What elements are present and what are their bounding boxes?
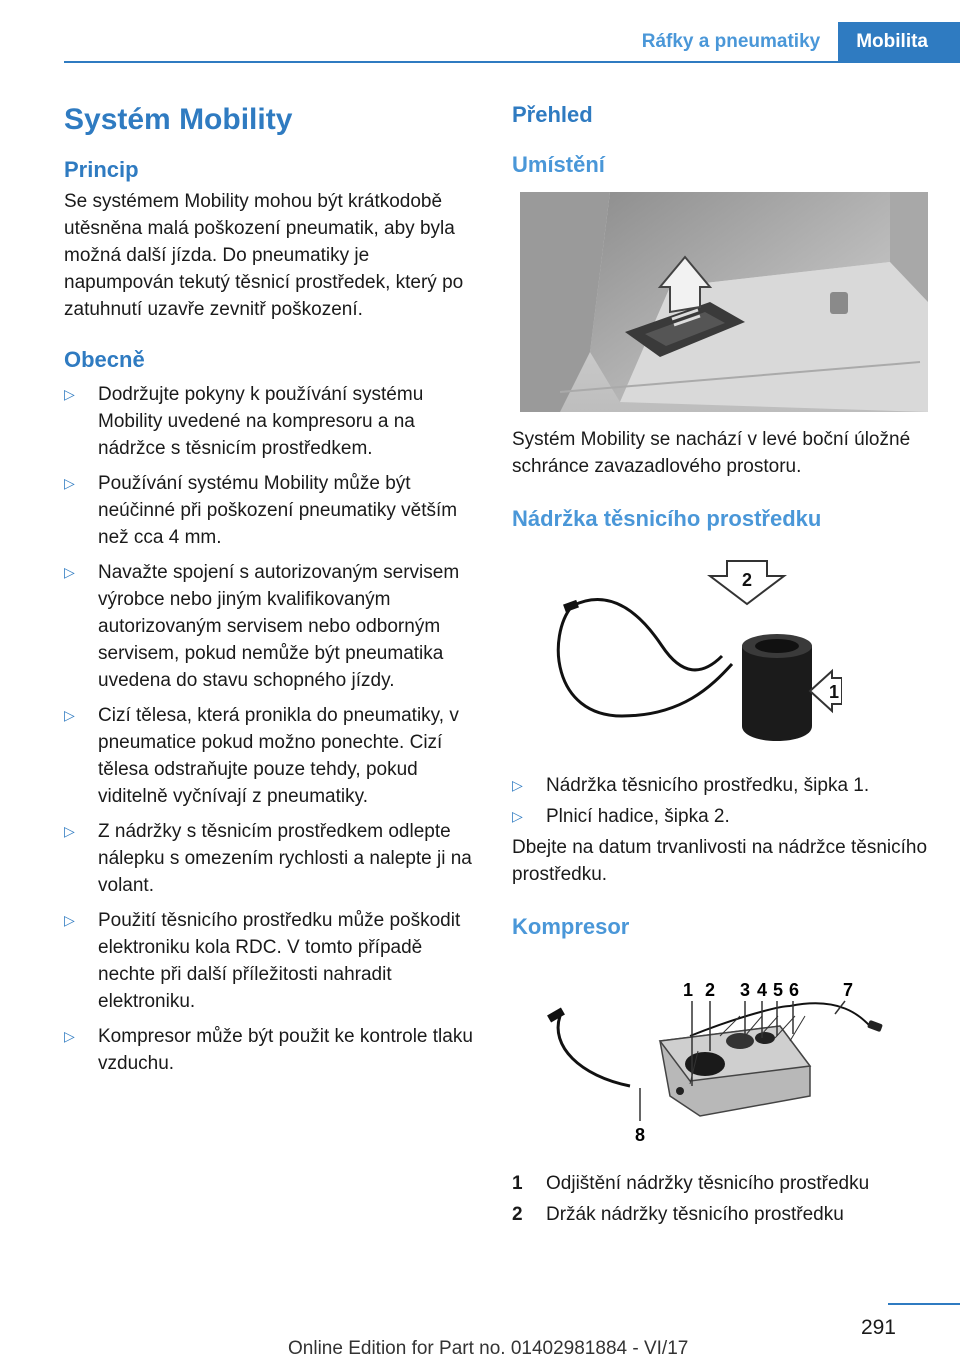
left-column <box>64 95 480 1085</box>
item-text: Odjištění nádržky těsnicího prostředku <box>546 1173 870 1194</box>
list-item <box>64 1023 480 1077</box>
triangle-bullet-icon: ▷ <box>512 808 523 824</box>
list-item-text: Dodržujte pokyny k používání systému Mobility uvedené na kompresoru a na nádržce s těsnicím prostředkem. <box>98 384 424 459</box>
trunk-location-photo <box>520 192 928 412</box>
page-number-rule <box>888 1303 960 1305</box>
compressor-callout-7: 7 <box>842 980 854 1000</box>
list-item-text: Navažte spojení s autorizovaným servisem výrobce nebo jiným kvalifikovaným autorizovaným servisem nebo odborným servisem, pokud nemůže být pneumatika uvedena do stavu schopného jízdy. <box>98 562 460 691</box>
list-item-text: Kompresor může být použit ke kontrole tlaku vzduchu. <box>98 1026 473 1074</box>
compressor-callout-2: 2 <box>704 980 716 1000</box>
page-number: 291 <box>860 1316 896 1339</box>
compressor-illustration <box>540 956 890 1156</box>
header-tabs <box>624 22 960 62</box>
princip-heading: Princip <box>64 157 139 182</box>
tab-section[interactable]: Ráfky a pneumatiky <box>624 22 838 62</box>
compressor-callout-3: 3 <box>739 980 751 1000</box>
triangle-bullet-icon: ▷ <box>64 707 75 723</box>
nadrzka-heading: Nádržka těsnicího prostředku <box>512 506 822 531</box>
triangle-bullet-icon: ▷ <box>64 823 75 839</box>
compressor-parts-list <box>512 1168 932 1230</box>
tank-parts-list <box>512 772 932 830</box>
triangle-bullet-icon: ▷ <box>64 564 75 580</box>
list-item <box>64 702 480 810</box>
list-item-text: Použití těsnicího prostředku může poškodit elektroniku kola RDC. V tomto případě nechte při další příležitosti nahradit elektroniku. <box>98 910 461 1012</box>
umisteni-text: Systém Mobility se nachází v levé boční úložné schránce zavazadlového prostoru. <box>512 429 911 477</box>
header-divider <box>64 61 960 63</box>
list-item <box>64 818 480 899</box>
triangle-bullet-icon: ▷ <box>512 777 523 793</box>
item-number: 2 <box>512 1204 523 1225</box>
triangle-bullet-icon: ▷ <box>64 912 75 928</box>
sealant-tank-illustration <box>552 546 842 756</box>
triangle-bullet-icon: ▷ <box>64 1028 75 1044</box>
kompresor-heading: Kompresor <box>512 914 630 939</box>
list-item-text: Plnicí hadice, šipka 2. <box>546 806 730 827</box>
princip-text: Se systémem Mobility mohou být krátkodobě utěsněna malá poškození pneumatik, aby byla možná další jízda. Do pneumatiky je napumpován tekutý těsnicí prostředek, který po zatuhnutí uzavře zevnitř poškození. <box>64 191 464 320</box>
list-item <box>512 803 932 830</box>
item-number: 1 <box>512 1173 523 1194</box>
compressor-callout-5: 5 <box>772 980 784 1000</box>
list-item <box>64 907 480 1015</box>
callout-2: 2 <box>741 570 753 590</box>
right-column <box>512 95 932 1230</box>
list-item-text: Používání systému Mobility může být neúčinné při poškození pneumatiky větším než cca 4 mm. <box>98 473 458 548</box>
general-notes-list <box>64 381 480 1077</box>
item-text: Držák nádržky těsnicího prostředku <box>546 1204 844 1225</box>
list-item <box>512 772 932 799</box>
prehled-heading: Přehled <box>512 102 593 127</box>
callout-1: 1 <box>828 682 840 702</box>
triangle-bullet-icon: ▷ <box>64 475 75 491</box>
compressor-callout-4: 4 <box>756 980 768 1000</box>
compressor-callout-1: 1 <box>682 980 694 1000</box>
list-item <box>64 381 480 462</box>
list-item-text: Cizí tělesa, která pronikla do pneumatiky, v pneumatice pokud možno ponechte. Cizí tělesa odstraňujte pouze tehdy, pokud viditelně vyčnívají z pneumatiky. <box>98 705 459 807</box>
list-item <box>512 1199 932 1230</box>
compressor-callout-8: 8 <box>634 1125 646 1145</box>
list-item-text: Z nádržky s těsnicím prostředkem odlepte nálepku s omezením rychlosti a nalepte ji na volant. <box>98 821 472 896</box>
list-item <box>64 470 480 551</box>
list-item <box>64 559 480 694</box>
compressor-callout-6: 6 <box>788 980 800 1000</box>
tank-note: Dbejte na datum trvanlivosti na nádržce těsnicího prostředku. <box>512 837 928 885</box>
tab-mobilita[interactable]: Mobilita <box>838 22 960 62</box>
page-title: Systém Mobility <box>64 103 293 136</box>
umisteni-heading: Umístění <box>512 152 605 177</box>
edition-footer: Online Edition for Part no. 01402981884 - VI/17 <box>288 1338 689 1359</box>
obecne-heading: Obecně <box>64 347 145 372</box>
triangle-bullet-icon: ▷ <box>64 386 75 402</box>
list-item-text: Nádržka těsnicího prostředku, šipka 1. <box>546 775 870 796</box>
list-item <box>512 1168 932 1199</box>
